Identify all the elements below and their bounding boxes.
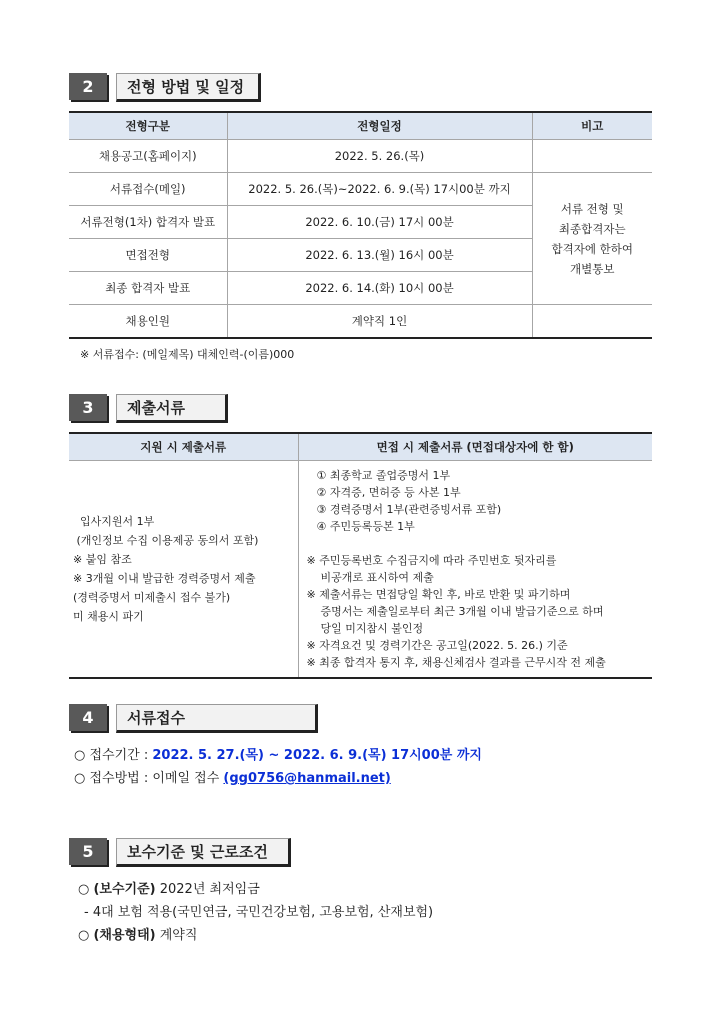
email-link[interactable]: (gg0756@hanmail.net) bbox=[223, 771, 391, 786]
col-header: 면접 시 제출서류 (면접대상자에 한 함) bbox=[298, 433, 652, 461]
doc-note: ※ 자격요건 및 경력기간은 공고일(2022. 5. 26.) 기준 bbox=[306, 639, 568, 652]
cell-remark-empty bbox=[532, 140, 652, 173]
doc-line: ※ 3개월 이내 발급한 경력증명서 제출 bbox=[73, 572, 256, 585]
cell-type: 최종 합격자 발표 bbox=[69, 272, 227, 305]
section-5-header bbox=[69, 838, 291, 867]
cell-type: 채용인원 bbox=[69, 305, 227, 338]
remark-line: 최종합격자는 bbox=[558, 221, 626, 236]
cell-type: 면접전형 bbox=[69, 239, 227, 272]
doc-line: 미 채용시 파기 bbox=[73, 610, 144, 623]
section-number: 4 bbox=[69, 704, 107, 731]
insurance-line: - 4대 보험 적용(국민연금, 국민건강보험, 고용보험, 산재보험) bbox=[84, 905, 434, 920]
doc-line: (개인정보 수집 이용제공 동의서 포함) bbox=[73, 534, 259, 547]
cell-date: 2022. 5. 26.(목)~2022. 6. 9.(목) 17시00분 까지 bbox=[227, 173, 532, 206]
remark-line: 합격자에 한하여 bbox=[551, 241, 633, 256]
doc-note: ※ 제출서류는 면접당일 확인 후, 바로 반환 및 파기하며 bbox=[306, 588, 571, 601]
remark-line: 개별통보 bbox=[570, 261, 615, 276]
bullet: ○ bbox=[78, 882, 94, 897]
section-title: 보수기준 및 근로조건 bbox=[116, 838, 291, 867]
interview-documents bbox=[298, 461, 652, 679]
doc-note: ※ 주민등록번호 수집금지에 따라 주민번호 뒷자리를 bbox=[306, 554, 557, 567]
doc-note: 증명서는 제출일로부터 최근 3개월 이내 발급기준으로 하며 bbox=[306, 605, 604, 618]
doc-line: (경력증명서 미제출시 접수 불가) bbox=[73, 591, 231, 604]
table-row bbox=[69, 140, 652, 173]
schedule-table bbox=[69, 111, 652, 339]
application-documents bbox=[69, 461, 298, 679]
doc-line: 입사지원서 1부 bbox=[73, 515, 155, 528]
emp-value: 계약직 bbox=[155, 928, 198, 943]
section-number: 5 bbox=[69, 838, 107, 865]
period-label: ○ 접수기간 : bbox=[74, 748, 153, 763]
cell-date: 2022. 6. 13.(월) 16시 00분 bbox=[227, 239, 532, 272]
section-number: 3 bbox=[69, 394, 107, 421]
section-4-header bbox=[69, 704, 318, 733]
section-3-header bbox=[69, 394, 228, 423]
col-header: 비고 bbox=[532, 112, 652, 140]
documents-table bbox=[69, 432, 652, 679]
cell-date: 2022. 6. 14.(화) 10시 00분 bbox=[227, 272, 532, 305]
doc-item: ③ 경력증명서 1부(관련증빙서류 포함) bbox=[316, 503, 502, 516]
pay-standard bbox=[78, 878, 260, 897]
doc-line: ※ 붙임 참조 bbox=[73, 553, 132, 566]
cell-remark-empty bbox=[532, 305, 652, 338]
doc-note: 비공개로 표시하여 제출 bbox=[306, 571, 434, 584]
employment-type bbox=[78, 924, 197, 943]
doc-note: ※ 최종 합격자 통지 후, 채용신체검사 결과를 근무시작 전 제출 bbox=[306, 656, 606, 669]
remark-line: 서류 전형 및 bbox=[560, 201, 624, 216]
application-period bbox=[74, 744, 482, 763]
cell-type: 채용공고(홈페이지) bbox=[69, 140, 227, 173]
doc-item: ④ 주민등록등본 1부 bbox=[316, 520, 415, 533]
doc-note: 당일 미지참시 불인정 bbox=[306, 622, 424, 635]
application-note: ※ 서류접수: (메일제목) 대체인력-(이름)000 bbox=[80, 348, 295, 361]
section-title: 서류접수 bbox=[116, 704, 318, 733]
table-row bbox=[69, 461, 652, 679]
table-row bbox=[69, 173, 652, 206]
pay-label: (보수기준) bbox=[93, 882, 156, 897]
method-label: ○ 접수방법 : 이메일 접수 bbox=[74, 771, 224, 786]
doc-item: ① 최종학교 졸업증명서 1부 bbox=[316, 469, 451, 482]
section-title: 전형 방법 및 일정 bbox=[116, 73, 261, 102]
doc-item: ② 자격증, 면허증 등 사본 1부 bbox=[316, 486, 461, 499]
section-title: 제출서류 bbox=[116, 394, 228, 423]
cell-type: 서류전형(1차) 합격자 발표 bbox=[69, 206, 227, 239]
table-row bbox=[69, 305, 652, 338]
section-2-header bbox=[69, 73, 261, 102]
col-header: 지원 시 제출서류 bbox=[69, 433, 298, 461]
cell-date: 2022. 6. 10.(금) 17시 00분 bbox=[227, 206, 532, 239]
section-number: 2 bbox=[69, 73, 107, 100]
period-value: 2022. 5. 27.(목) ~ 2022. 6. 9.(목) 17시00분 까지 bbox=[152, 748, 482, 763]
cell-type: 서류접수(메일) bbox=[69, 173, 227, 206]
col-header: 전형일정 bbox=[227, 112, 532, 140]
bullet: ○ bbox=[78, 928, 94, 943]
col-header: 전형구분 bbox=[69, 112, 227, 140]
cell-date: 2022. 5. 26.(목) bbox=[227, 140, 532, 173]
application-method bbox=[74, 767, 391, 786]
pay-value: 2022년 최저임금 bbox=[155, 882, 260, 897]
emp-label: (채용형태) bbox=[93, 928, 156, 943]
cell-date: 계약직 1인 bbox=[227, 305, 532, 338]
cell-remark bbox=[532, 173, 652, 305]
